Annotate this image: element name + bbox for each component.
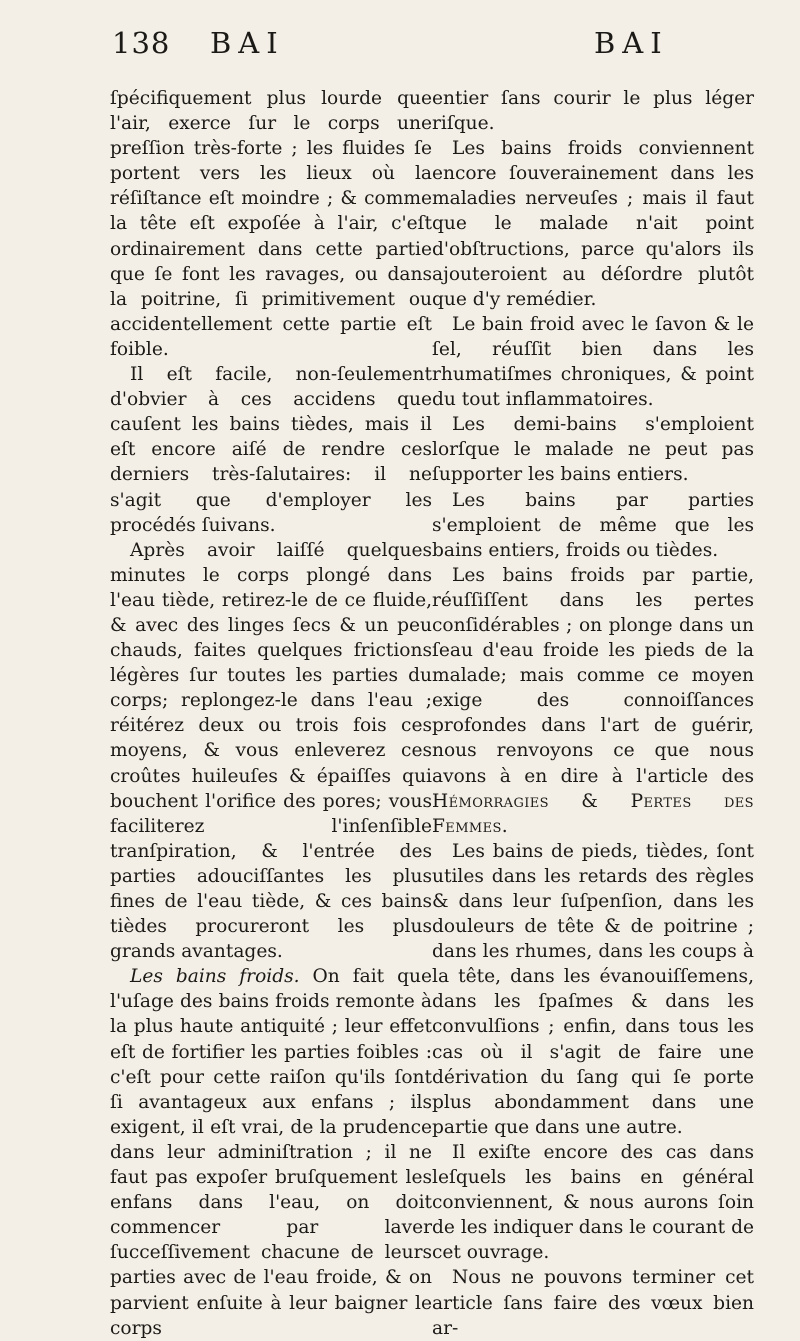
- running-head-left: BAI: [210, 26, 285, 60]
- section-heading-bains-froids: Les bains froids.: [130, 966, 300, 988]
- paragraph: ſpécifiquement plus lourde que l'air, exerce ſur le corps une preſſion très-forte ; les fluides ſe portent vers les lieux où la réſiſtance eſt moindre ; & comme la tête eſt expoſée à l'air, c'eſt ordinairement dans cette partie que ſe font les ravages, ou dans la poitrine, ſi primitivement ou accidentellement cette partie eſt foible.: [110, 88, 432, 360]
- paragraph: Le bain froid avec le ſavon & le ſel, réuſſit bien dans les rhumatiſmes chroniques, & point du tout inflammatoires.: [432, 313, 754, 411]
- paragraph: Les bains de pieds, tièdes, ſont utiles dans les retards des règles & dans leur ſuſpenſion, dans les douleurs de tête & de poitrine ; dans les rhumes, dans les coups à la tête, dans les évanouiſſemens, dans les ſpaſmes & dans les convulſions ; enfin, dans tous les cas où il s'agit de faire une dérivation du ſang qui ſe porte plus abondamment dans une partie que dans une autre.: [432, 840, 754, 1138]
- paragraph: Les bains froids conviennent encore ſouverainement dans les maladies nerveuſes ; mais il faut que le malade n'ait point d'obſtructions, parce qu'alors ils ajouteroient au déſordre plutôt que d'y remédier.: [432, 138, 754, 310]
- paragraph-bains-froids: [110, 964, 432, 1340]
- paragraph: Il eſt facile, non-ſeulement d'obvier à ces accidens que cauſent les bains tièdes, mais il eſt encore aiſé de rendre ces derniers très-ſalutaires: il ne s'agit que d'employer les procédés ſuivans.: [110, 364, 432, 536]
- right-column: [432, 86, 754, 1341]
- paragraph-text: Les bains froids par partie, réuſſiſſent dans les pertes conſidérables ; on plonge dans un ſeau d'eau froide les pieds de la malade; mais comme ce moyen exige des connoiſſances profondes dans l'art de guérir, nous renvoyons ce que nous avons à en dire à l'article des: [432, 564, 754, 787]
- paragraph-cross-reference: [432, 563, 754, 839]
- page-number: 138: [112, 26, 171, 60]
- running-head-right: BAI: [594, 26, 669, 60]
- paragraph: Il exiſte encore des cas dans leſquels les bains en général conviennent, & nous aurons ſoin de les indiquer dans le courant de cet ouvrage.: [432, 1141, 754, 1264]
- left-column: [110, 86, 432, 1341]
- page-header: [112, 26, 760, 68]
- paragraph: entier ſans courir le plus léger riſque.: [432, 88, 754, 135]
- paragraph: Nous ne pouvons terminer cet article ſans faire des vœux bien ar-: [432, 1267, 754, 1339]
- cross-reference-title: Hémorragies & Pertes des Femmes.: [432, 790, 754, 837]
- paragraph: Après avoir laiſſé quelques minutes le corps plongé dans l'eau tiède, retirez-le de ce fluide, & avec des linges ſecs & un peu chauds, faites quelques frictions légères ſur toutes les parties du corps; replongez-le dans l'eau ; réitérez deux ou trois fois ces moyens, & vous enleverez ces croûtes huileuſes & épaiſſes qui bouchent l'orifice des pores; vous faciliterez l'inſenſible tranſpiration, & l'entrée des parties adouciſſantes les plus fines de l'eau tiède, & ces bains tièdes procureront les plus grands avantages.: [110, 539, 432, 963]
- paragraph-text: On fait que l'uſage des bains froids remonte à la plus haute antiquité ; leur effet eſt de fortifier les parties foibles : c'eſt pour cette raiſon qu'ils ſont ſi avantageux aux enfans ; ils exigent, il eſt vrai, de la prudence dans leur adminiſtration ; il ne faut pas expoſer bruſquement les enfans dans l'eau, on doit commencer par laver ſucceſſivement chacune de leurs parties avec de l'eau froide, & on parvient enſuite à leur baigner le corps: [110, 966, 433, 1339]
- paragraph: Les demi-bains s'emploient lorſque le malade ne peut pas ſupporter les bains entiers.: [432, 414, 754, 486]
- paragraph: Les bains par parties s'emploient de même que les bains entiers, froids ou tièdes.: [432, 489, 754, 561]
